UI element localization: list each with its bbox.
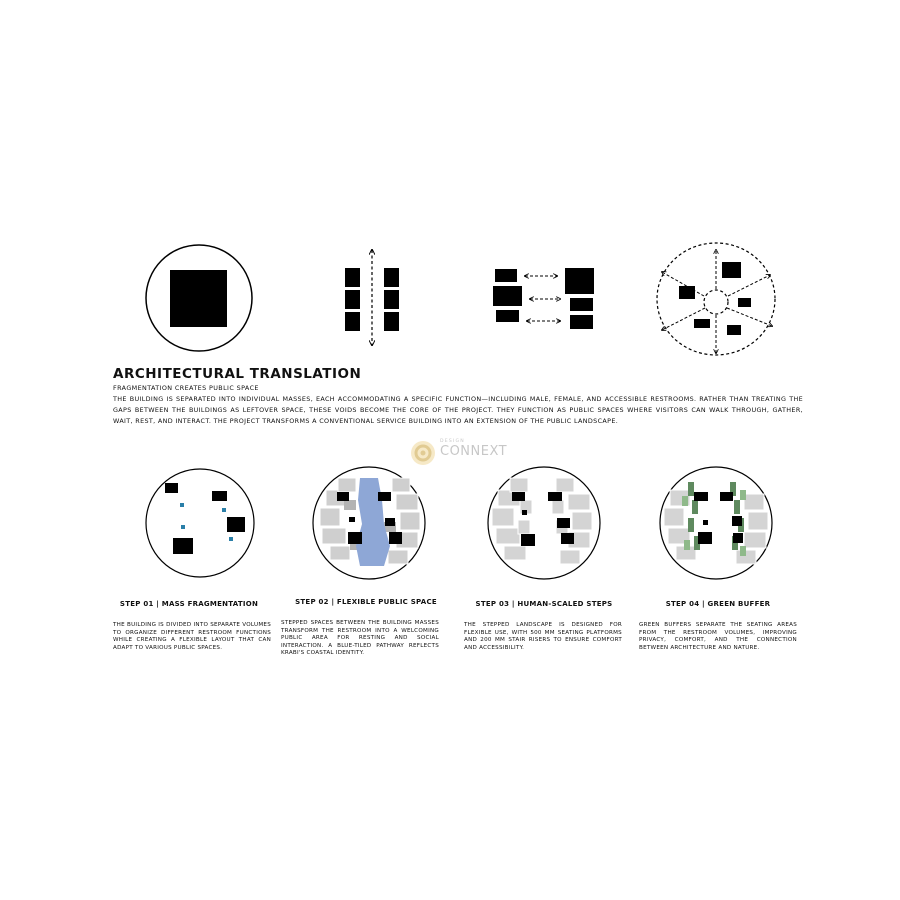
step-02-description: STEPPED SPACES BETWEEN THE BUILDING MASSES TRANSFORM THE RESTROOM INTO A WELCOMING PUBLIC AREA FOR RESTING AND SOCIAL INTERACTION. A BLUE-TILED PATHWAY REFLECTS KRABI'S COASTAL IDENTITY. bbox=[281, 620, 439, 656]
step-01-title: STEP 01 | MASS FRAGMENTATION bbox=[119, 600, 259, 608]
section-subtitle: FRAGMENTATION CREATES PUBLIC SPACE bbox=[113, 384, 259, 392]
section-title: ARCHITECTURAL TRANSLATION bbox=[113, 366, 362, 382]
step-01-description: THE BUILDING IS DIVIDED INTO SEPARATE VOLUMES TO ORGANIZE DIFFERENT RESTROOM FUNCTIONS WHILE CREATING A FLEXIBLE LAYOUT THAT CAN ADAPT TO VARIOUS PUBLIC SPACES. bbox=[113, 622, 271, 651]
step-02-diagram bbox=[313, 467, 425, 579]
step-01-diagram bbox=[146, 469, 254, 577]
step-04-description: GREEN BUFFERS SEPARATE THE SEATING AREAS FROM THE RESTROOM VOLUMES, IMPROVING PRIVACY, COMFORT, AND THE CONNECTION BETWEEN ARCHITECTURE AND NATURE. bbox=[639, 622, 797, 651]
watermark-big-text: CONNEXT bbox=[440, 444, 508, 459]
step-04-diagram bbox=[660, 467, 772, 579]
step-03-diagram bbox=[488, 467, 600, 579]
step-03-title: STEP 03 | HUMAN-SCALED STEPS bbox=[475, 600, 613, 608]
step-04-title: STEP 04 | GREEN BUFFER bbox=[665, 600, 771, 608]
step-03-description: THE STEPPED LANDSCAPE IS DESIGNED FOR FLEXIBLE USE, WITH 500 MM SEATING PLATFORMS AND 200 MM STAIR RISERS TO ENSURE COMFORT AND ACCESSIBILITY. bbox=[464, 622, 622, 651]
watermark-small-text: DESIGN bbox=[440, 439, 465, 444]
section-body: THE BUILDING IS SEPARATED INTO INDIVIDUAL MASSES, EACH ACCOMMODATING A SPECIFIC FUNCTION—INCLUDING MALE, FEMALE, AND ACCESSIBLE RESTROOMS. RATHER THAN TREATING THE GAPS BETWEEN THE BUILDINGS AS LEFTOVER SPACE, THESE VOIDS BECOME THE CORE OF THE PROJECT. THEY FUNCTION AS PUBLIC SPACES WHERE VISITORS CAN WALK THROUGH, GATHER, WAIT, REST, AND INTERACT. THE PROJECT TRANSFORMS A CONVENTIONAL SERVICE BUILDING INTO AN EXTENSION OF THE PUBLIC LANDSCAPE. bbox=[113, 395, 803, 425]
step-02-title: STEP 02 | FLEXIBLE PUBLIC SPACE bbox=[295, 598, 437, 606]
